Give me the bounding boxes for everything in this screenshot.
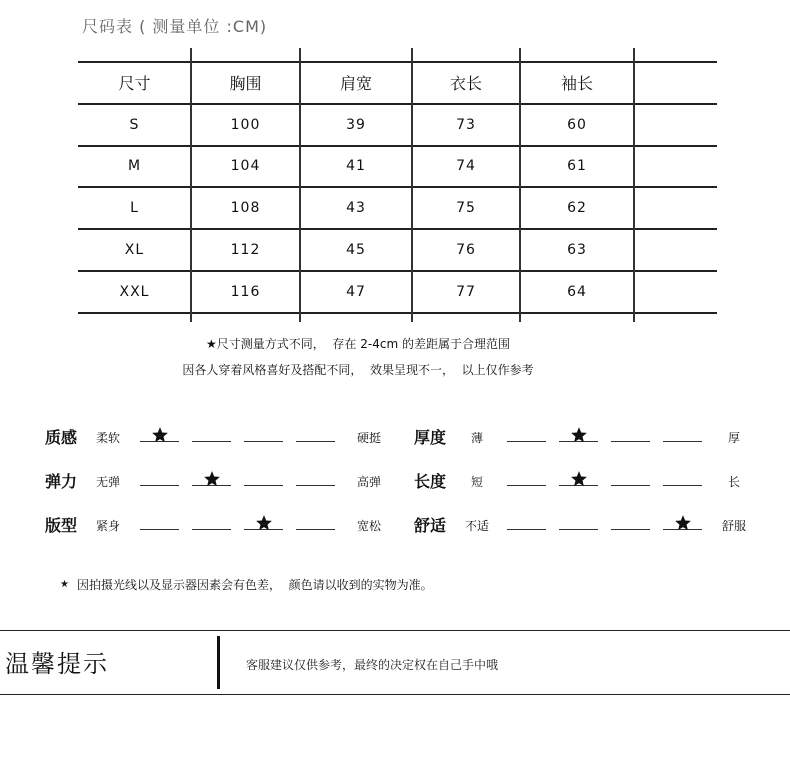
attribute-low-label: 柔软 xyxy=(95,431,120,445)
scale-segment xyxy=(507,485,546,486)
table-cell: 39 xyxy=(346,116,366,133)
table-row xyxy=(78,230,717,272)
scale-segment xyxy=(507,441,546,442)
table-cell: 112 xyxy=(230,242,261,259)
attribute-low-label: 短 xyxy=(470,475,483,489)
table-column-divider xyxy=(190,48,192,322)
attribute-name: 长度 xyxy=(414,472,447,491)
table-cell: 64 xyxy=(567,283,587,300)
scale-segment xyxy=(611,485,650,486)
attribute-low-label: 薄 xyxy=(470,431,483,445)
attribute-name: 版型 xyxy=(45,516,78,535)
tip-separator-bar xyxy=(217,636,220,689)
table-row xyxy=(78,188,717,230)
table-cell: 61 xyxy=(567,158,587,175)
table-cell: 77 xyxy=(456,283,476,300)
page-title: 尺码表 ( 测量单位 :CM) xyxy=(82,17,268,36)
attribute-name: 厚度 xyxy=(414,428,447,447)
star-icon xyxy=(151,426,169,444)
table-column-divider xyxy=(519,48,521,322)
attribute-name: 弹力 xyxy=(45,472,78,491)
table-cell: 45 xyxy=(346,242,366,259)
attribute-high-label: 宽松 xyxy=(356,519,381,533)
attribute-high-label: 舒服 xyxy=(721,519,746,533)
table-cell: 116 xyxy=(230,283,261,300)
tip-title: 温馨提示 xyxy=(5,650,109,678)
table-column-divider xyxy=(633,48,635,322)
star-icon xyxy=(203,470,221,488)
table-cell: 43 xyxy=(346,200,366,217)
empty-cell xyxy=(634,63,717,103)
empty-cell xyxy=(634,188,717,228)
table-cell: 63 xyxy=(567,242,587,259)
scale-segment xyxy=(559,529,598,530)
attribute-high-label: 高弹 xyxy=(356,475,381,489)
table-cell: 74 xyxy=(456,158,476,175)
scale-segment xyxy=(663,485,702,486)
attribute-low-label: 紧身 xyxy=(95,519,120,533)
table-cell: L xyxy=(130,200,139,217)
tip-text: 客服建议仅供参考，最终的决定权在自己手中哦 xyxy=(246,658,499,672)
table-cell: 108 xyxy=(230,200,261,217)
header-cell: 袖长 xyxy=(560,74,593,94)
table-cell: 100 xyxy=(230,116,261,133)
table-cell: 75 xyxy=(456,200,476,217)
attribute-low-label: 不适 xyxy=(464,519,489,533)
attribute-name: 质感 xyxy=(45,428,78,447)
attribute-high-label: 硬挺 xyxy=(356,431,381,445)
star-icon xyxy=(570,470,588,488)
tip-top-divider xyxy=(0,630,790,631)
table-column-divider xyxy=(299,48,301,322)
empty-cell xyxy=(634,272,717,312)
scale-segment xyxy=(140,485,179,486)
footnote-star-icon: ★ xyxy=(60,579,69,590)
scale-segment xyxy=(244,485,283,486)
table-cell: 73 xyxy=(456,116,476,133)
scale-segment xyxy=(663,441,702,442)
star-icon xyxy=(255,514,273,532)
table-cell: XXL xyxy=(119,283,150,300)
header-cell: 衣长 xyxy=(449,74,482,94)
scale-segment xyxy=(611,529,650,530)
scale-segment xyxy=(507,529,546,530)
measurement-notes xyxy=(78,331,638,383)
table-cell: 47 xyxy=(346,283,366,300)
note-line: ★尺寸测量方式不同， 存在 2-4cm 的差距属于合理范围 xyxy=(206,337,510,351)
table-column-divider xyxy=(411,48,413,322)
scale-segment xyxy=(140,529,179,530)
table-row xyxy=(78,105,717,147)
table-cell: 60 xyxy=(567,116,587,133)
scale-segment xyxy=(244,441,283,442)
attribute-low-label: 无弹 xyxy=(95,475,120,489)
table-cell: S xyxy=(129,116,140,133)
table-cell: M xyxy=(127,158,142,175)
size-table xyxy=(78,61,717,314)
note-line: 因各人穿着风格喜好及搭配不同， 效果呈现不一， 以上仅作参考 xyxy=(182,363,534,377)
scale-segment xyxy=(296,441,335,442)
attribute-high-label: 厚 xyxy=(727,431,740,445)
scale-segment xyxy=(611,441,650,442)
scale-segment xyxy=(192,441,231,442)
empty-cell xyxy=(634,147,717,187)
scale-segment xyxy=(296,529,335,530)
header-cell: 尺寸 xyxy=(118,74,151,94)
header-cell: 肩宽 xyxy=(339,74,372,94)
scale-segment xyxy=(192,529,231,530)
attribute-name: 舒适 xyxy=(414,516,447,535)
color-disclaimer: 因拍摄光线以及显示器因素会有色差， 颜色请以收到的实物为准。 xyxy=(77,578,433,592)
table-row xyxy=(78,147,717,189)
table-cell: 62 xyxy=(567,200,587,217)
empty-cell xyxy=(634,230,717,270)
header-cell: 胸围 xyxy=(229,74,262,94)
tip-bottom-divider xyxy=(0,694,790,695)
scale-segment xyxy=(296,485,335,486)
star-icon xyxy=(674,514,692,532)
table-cell: 41 xyxy=(346,158,366,175)
table-cell: XL xyxy=(124,242,145,259)
table-row xyxy=(78,272,717,314)
table-header-row xyxy=(78,63,717,105)
star-icon xyxy=(570,426,588,444)
table-cell: 76 xyxy=(456,242,476,259)
table-cell: 104 xyxy=(230,158,261,175)
empty-cell xyxy=(634,105,717,145)
attribute-high-label: 长 xyxy=(727,475,740,489)
